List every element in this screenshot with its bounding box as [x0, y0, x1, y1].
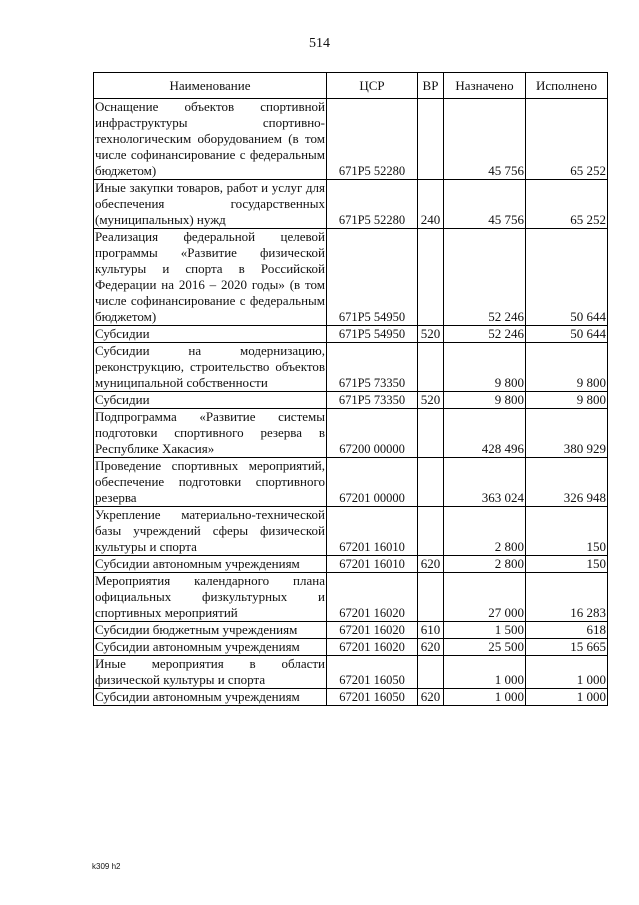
- table-row: [94, 343, 608, 392]
- row-csr: 671P5 54950: [327, 229, 418, 326]
- row-csr: 671P5 73350: [327, 343, 418, 392]
- table-row: [94, 656, 608, 689]
- row-vr: 520: [418, 326, 444, 343]
- header-name: Наименование: [94, 73, 327, 99]
- row-csr: 67201 16050: [327, 689, 418, 706]
- row-assigned: 52 246: [444, 229, 526, 326]
- table-row: [94, 507, 608, 556]
- row-executed: 16 283: [526, 573, 608, 622]
- row-vr: [418, 229, 444, 326]
- row-executed: 50 644: [526, 229, 608, 326]
- row-name: Проведение спортивных мероприятий, обеспечение подготовки спортивного резерва: [95, 458, 325, 505]
- row-assigned: 27 000: [444, 573, 526, 622]
- row-executed: 1 000: [526, 656, 608, 689]
- row-assigned: 9 800: [444, 392, 526, 409]
- row-csr: 67201 16010: [327, 507, 418, 556]
- row-name: Иные закупки товаров, работ и услуг для обеспечения государственных (муниципальных) нужд: [95, 180, 325, 227]
- header-assigned: Назначено: [444, 73, 526, 99]
- row-name: Подпрограмма «Развитие системы подготовки спортивного резерва в Республике Хакасия»: [95, 409, 325, 456]
- row-vr: 240: [418, 180, 444, 229]
- row-executed: 150: [526, 556, 608, 573]
- row-name: Субсидии автономным учреждениям: [94, 689, 327, 706]
- row-vr: 520: [418, 392, 444, 409]
- row-vr: [418, 343, 444, 392]
- row-vr: [418, 458, 444, 507]
- row-assigned: 52 246: [444, 326, 526, 343]
- budget-table: [93, 72, 608, 706]
- row-name: Субсидии бюджетным учреждениям: [94, 622, 327, 639]
- row-assigned: 2 800: [444, 507, 526, 556]
- table-row: [94, 99, 608, 180]
- row-csr: 67201 16020: [327, 622, 418, 639]
- table-row: [94, 573, 608, 622]
- row-assigned: 1 500: [444, 622, 526, 639]
- row-executed: 1 000: [526, 689, 608, 706]
- document-code-footer: k309 h2: [92, 862, 121, 871]
- row-assigned: 2 800: [444, 556, 526, 573]
- table-row: [94, 689, 608, 706]
- row-vr: [418, 573, 444, 622]
- header-executed: Исполнено: [526, 73, 608, 99]
- row-assigned: 1 000: [444, 689, 526, 706]
- table-row: [94, 458, 608, 507]
- row-csr: 67201 16050: [327, 656, 418, 689]
- table-row: [94, 622, 608, 639]
- table-row: [94, 409, 608, 458]
- row-name: Мероприятия календарного плана официальных физкультурных и спортивных мероприятий: [95, 573, 325, 620]
- row-assigned: 1 000: [444, 656, 526, 689]
- row-csr: 67201 00000: [327, 458, 418, 507]
- table-row: [94, 180, 608, 229]
- row-name: Оснащение объектов спортивной инфраструктуры спортивно-технологическим оборудованием (в том числе софинансирование с федеральным бюджетом): [95, 99, 325, 178]
- row-vr: [418, 99, 444, 180]
- row-executed: 9 800: [526, 392, 608, 409]
- table-row: [94, 229, 608, 326]
- row-csr: 671P5 52280: [327, 180, 418, 229]
- row-name: Субсидии на модернизацию, реконструкцию, строительство объектов муниципальной собственности: [95, 343, 325, 390]
- table-row: [94, 326, 608, 343]
- row-executed: 150: [526, 507, 608, 556]
- row-assigned: 428 496: [444, 409, 526, 458]
- header-vr: ВР: [418, 73, 444, 99]
- row-csr: 67201 16020: [327, 573, 418, 622]
- header-csr: ЦСР: [327, 73, 418, 99]
- row-vr: [418, 507, 444, 556]
- row-name: Иные мероприятия в области физической культуры и спорта: [95, 656, 325, 687]
- row-vr: [418, 656, 444, 689]
- row-name: Реализация федеральной целевой программы «Развитие физической культуры и спорта в Российской Федерации на 2016 – 2020 годы» (в том числе софинансирование с федеральным бюджетом): [95, 229, 325, 324]
- row-assigned: 9 800: [444, 343, 526, 392]
- row-csr: 671P5 52280: [327, 99, 418, 180]
- row-name: Субсидии: [94, 392, 327, 409]
- row-csr: 67200 00000: [327, 409, 418, 458]
- row-vr: [418, 409, 444, 458]
- row-name: Субсидии автономным учреждениям: [94, 639, 327, 656]
- row-executed: 380 929: [526, 409, 608, 458]
- table-row: [94, 556, 608, 573]
- row-vr: 620: [418, 639, 444, 656]
- row-executed: 50 644: [526, 326, 608, 343]
- row-csr: 67201 16020: [327, 639, 418, 656]
- row-name: Субсидии: [94, 326, 327, 343]
- row-csr: 67201 16010: [327, 556, 418, 573]
- row-executed: 15 665: [526, 639, 608, 656]
- table-row: [94, 392, 608, 409]
- table-header-row: [94, 73, 608, 99]
- row-vr: 620: [418, 556, 444, 573]
- row-vr: 610: [418, 622, 444, 639]
- row-executed: 9 800: [526, 343, 608, 392]
- row-csr: 671P5 54950: [327, 326, 418, 343]
- page-number: 514: [309, 36, 330, 51]
- row-assigned: 45 756: [444, 99, 526, 180]
- row-name: Субсидии автономным учреждениям: [94, 556, 327, 573]
- row-name: Укрепление материально-технической базы учреждений сферы физической культуры и спорта: [95, 507, 325, 554]
- row-vr: 620: [418, 689, 444, 706]
- row-csr: 671P5 73350: [327, 392, 418, 409]
- row-executed: 326 948: [526, 458, 608, 507]
- row-assigned: 25 500: [444, 639, 526, 656]
- row-executed: 65 252: [526, 180, 608, 229]
- row-assigned: 363 024: [444, 458, 526, 507]
- row-assigned: 45 756: [444, 180, 526, 229]
- table-row: [94, 639, 608, 656]
- row-executed: 65 252: [526, 99, 608, 180]
- row-executed: 618: [526, 622, 608, 639]
